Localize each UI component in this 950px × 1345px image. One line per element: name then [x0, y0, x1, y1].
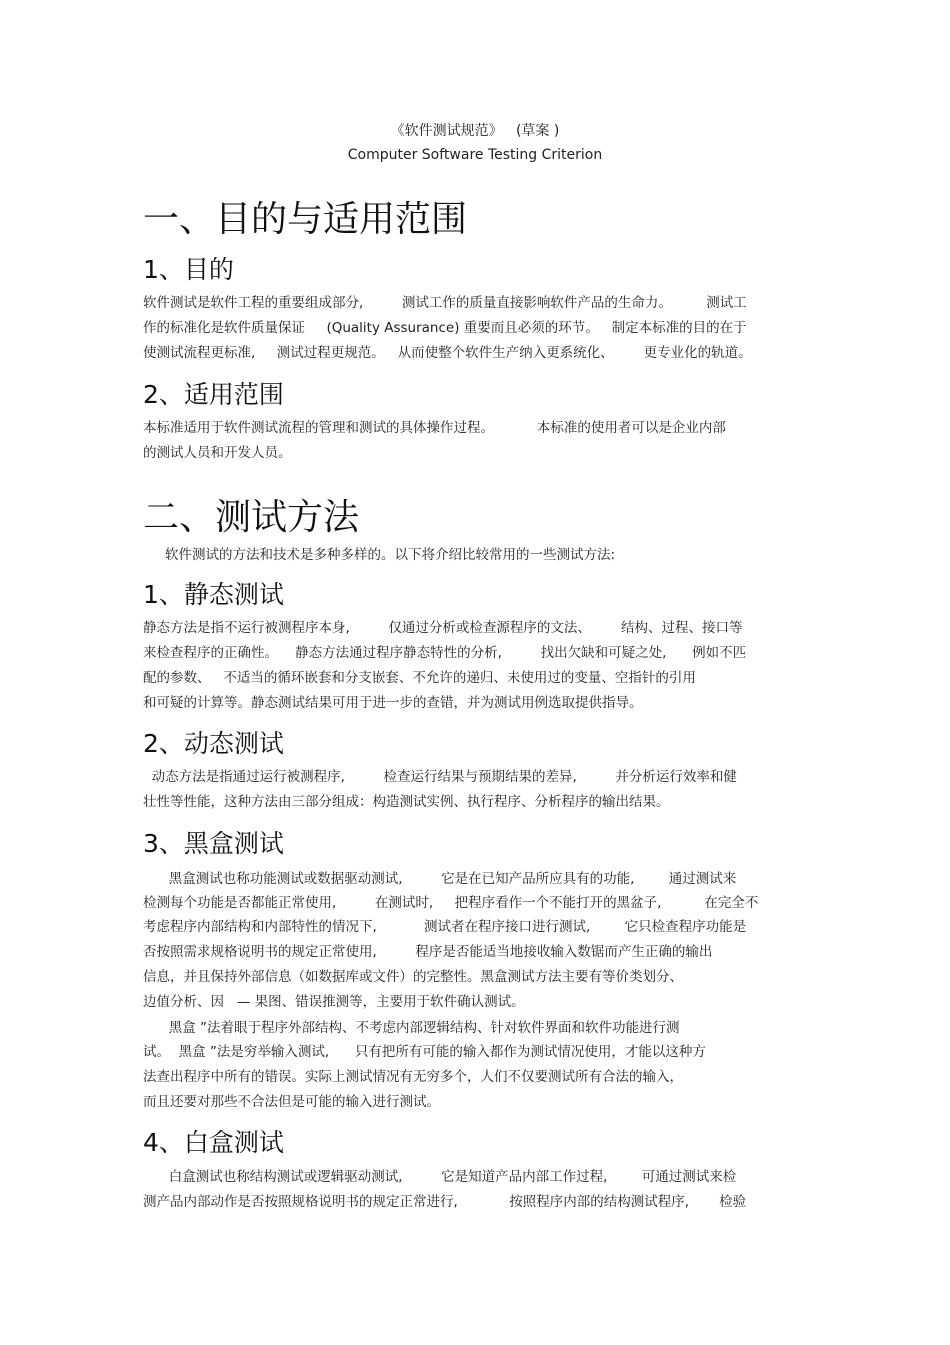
section-heading: 一、目的与适用范围 — [143, 199, 468, 240]
document-subtitle: Computer Software Testing Criterion — [347, 147, 603, 163]
paragraph-line: 来检查程序的正确性。 静态方法通过程序静态特性的分析, 找出欠缺和可疑之处, 例如不匹 — [143, 645, 747, 661]
paragraph-line: 黑盒测试也称功能测试或数据驱动测试, 它是在已知产品所应具有的功能, 通过测试来 — [143, 871, 737, 887]
paragraph-line: 考虑程序内部结构和内部特性的情况下, 测试者在程序接口进行测试, 它只检查程序功能是 — [143, 919, 747, 935]
subsection-heading: 2、适用范围 — [143, 380, 284, 409]
subsection-heading: 1、目的 — [143, 255, 234, 284]
paragraph-line: 的测试人员和开发人员。 — [143, 445, 292, 461]
paragraph-line: 白盒测试也称结构测试或逻辑驱动测试, 它是知道产品内部工作过程, 可通过测试来检 — [143, 1169, 737, 1185]
section-intro: 软件测试的方法和技术是多种多样的。以下将介绍比较常用的一些测试方法: — [165, 547, 616, 563]
paragraph-line: 测产品内部动作是否按照规格说明书的规定正常进行, 按照程序内部的结构测试程序, 检验 — [143, 1194, 747, 1210]
paragraph-line: 壮性等性能，这种方法由三部分组成：构造测试实例、执行程序、分析程序的输出结果。 — [143, 794, 670, 810]
paragraph-line: 动态方法是指通过运行被测程序, 检查运行结果与预期结果的差异, 并分析运行效率和健 — [143, 769, 737, 785]
paragraph-line: 作的标准化是软件质量保证 (Quality Assurance) 重要而且必须的环节。 制定本标准的目的在于 — [143, 320, 747, 336]
subsection-heading: 4、白盒测试 — [143, 1128, 284, 1157]
subsection-heading: 3、黑盒测试 — [143, 829, 284, 858]
paragraph-line: 试。 黑盒 ”法是穷举输入测试, 只有把所有可能的输入都作为测试情况使用，才能以这种方 — [143, 1044, 706, 1060]
subsection-heading: 1、静态测试 — [143, 580, 284, 609]
paragraph-line: 使测试流程更标准, 测试过程更规范。 从而使整个软件生产纳入更系统化、 更专业化的轨道。 — [143, 345, 752, 361]
paragraph-line: 配的参数、 不适当的循环嵌套和分支嵌套、不允许的递归、未使用过的变量、空指针的引用 — [143, 670, 696, 686]
paragraph-line: 法查出程序中所有的错误。实际上测试情况有无穷多个，人们不仅要测试所有合法的输入， — [143, 1069, 683, 1085]
paragraph-line: 静态方法是指不运行被测程序本身, 仅通过分析或检查源程序的文法、 结构、过程、接口等 — [143, 620, 743, 636]
paragraph-line: 否按照需求规格说明书的规定正常使用, 程序是否能适当地接收输入数锯而产生正确的输出 — [143, 944, 713, 960]
document-title: 《软件测试规范》 (草案 ) — [390, 123, 560, 139]
paragraph-line: 黑盒 ”法着眼于程序外部结构、不考虑内部逻辑结构、针对软件界面和软件功能进行测 — [143, 1020, 680, 1036]
paragraph-line: 本标准适用于软件测试流程的管理和测试的具体操作过程。 本标准的使用者可以是企业内部 — [143, 420, 726, 436]
paragraph-line: 和可疑的计算等。静态测试结果可用于进一步的查错，并为测试用例选取提供指导。 — [143, 695, 643, 711]
paragraph-line: 而且还要对那些不合法但是可能的输入进行测试。 — [143, 1094, 440, 1110]
subsection-heading: 2、动态测试 — [143, 729, 284, 758]
paragraph-line: 信息，并且保持外部信息（如数据库或文件）的完整性。黑盒测试方法主要有等价类划分、 — [143, 969, 683, 985]
paragraph-line: 检测每个功能是否都能正常使用, 在测试时, 把程序看作一个不能打开的黑盆子, 在完全不 — [143, 895, 759, 911]
section-heading: 二、测试方法 — [143, 497, 360, 538]
paragraph-line: 边值分析、因 — 果图、错误推测等，主要用于软件确认测试。 — [143, 994, 525, 1010]
paragraph-line: 软件测试是软件工程的重要组成部分, 测试工作的质量直接影响软件产品的生命力。 测试工 — [143, 295, 747, 311]
